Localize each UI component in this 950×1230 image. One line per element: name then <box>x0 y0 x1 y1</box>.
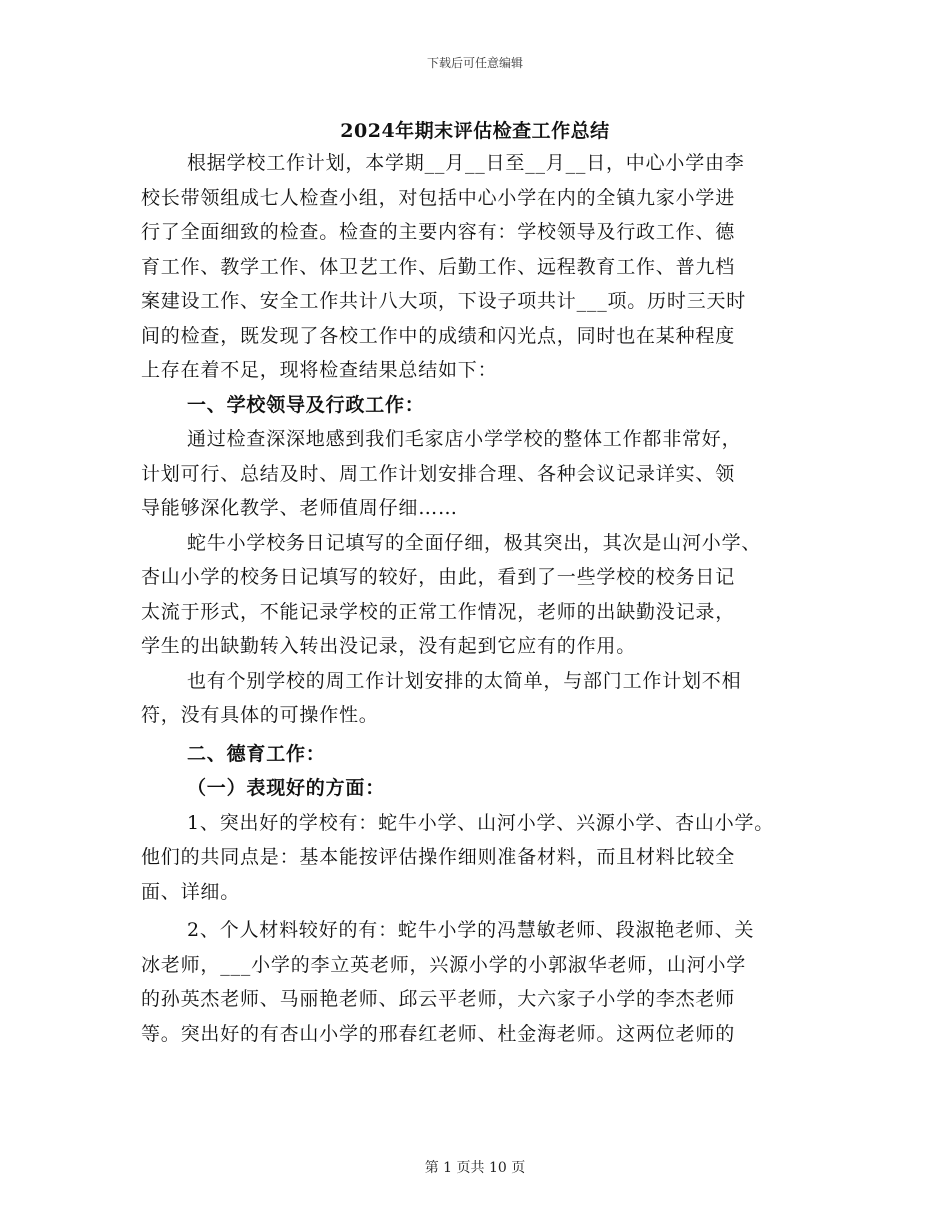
body-line: 等。突出好的有杏山小学的邢春红老师、杜金海老师。这两位老师的 <box>141 1022 736 1045</box>
body-line: 案建设工作、安全工作共计八大项，下设子项共计___项。历时三天时 <box>141 290 747 312</box>
body-line: 上存在着不足，现将检查结果总结如下： <box>141 359 498 381</box>
body-line: 杏山小学的校务日记填写的较好，由此，看到了一些学校的校务日记 <box>141 566 736 588</box>
body-line: 间的检查，既发现了各校工作中的成绩和闪光点，同时也在某种程度 <box>141 324 736 347</box>
body-line: 符，没有具体的可操作性。 <box>141 704 379 726</box>
page-footer-number: 第 1 页共 10 页 <box>424 1160 526 1176</box>
body-line: 冰老师，___小学的李立英老师，兴源小学的小郭淑华老师，山河小学 <box>141 953 747 976</box>
body-line: 他们的共同点是：基本能按评估操作细则准备材料，而且材料比较全 <box>141 846 736 868</box>
page-header-note: 下载后可任意编辑 <box>426 56 523 70</box>
body-line: 行了全面细致的检查。检查的主要内容有：学校领导及行政工作、德 <box>141 221 736 243</box>
body-line: 导能够深化教学、老师值周仔细…… <box>141 497 458 519</box>
body-line: 也有个别学校的周工作计划安排的太简单，与部门工作计划不相 <box>187 669 742 692</box>
body-line: 学生的出缺勤转入转出没记录，没有起到它应有的作用。 <box>141 635 637 657</box>
body-line: 1、突出好的学校有：蛇牛小学、山河小学、兴源小学、杏山小学。 <box>187 811 775 834</box>
section-heading-1: 一、学校领导及行政工作： <box>187 393 425 416</box>
subsection-heading: （一）表现好的方面： <box>187 777 386 799</box>
body-line: 蛇牛小学校务日记填写的全面仔细，极其突出，其次是山河小学、 <box>187 531 762 554</box>
document-body <box>141 146 841 1051</box>
body-line: 面、详细。 <box>141 880 241 903</box>
body-line: 育工作、教学工作、体卫艺工作、后勤工作、远程教育工作、普九档 <box>141 255 736 278</box>
body-line: 的孙英杰老师、马丽艳老师、邱云平老师，大六家子小学的李杰老师 <box>141 988 736 1010</box>
section-heading-2: 二、德育工作： <box>187 742 326 765</box>
body-line: 校长带领组成七人检查小组，对包括中心小学在内的全镇九家小学进 <box>141 186 736 209</box>
body-line: 太流于形式，不能记录学校的正常工作情况，老师的出缺勤没记录， <box>141 600 736 623</box>
body-line: 计划可行、总结及时、周工作计划安排合理、各种会议记录详实、领 <box>141 462 736 485</box>
document-title: 2024年期末评估检查工作总结 <box>340 120 610 142</box>
body-line: 通过检查深深地感到我们毛家店小学学校的整体工作都非常好， <box>187 428 742 450</box>
body-line: 根据学校工作计划，本学期__月__日至__月__日，中心小学由李 <box>187 152 745 174</box>
body-line: 2、个人材料较好的有：蛇牛小学的冯慧敏老师、段淑艳老师、关 <box>187 919 755 941</box>
